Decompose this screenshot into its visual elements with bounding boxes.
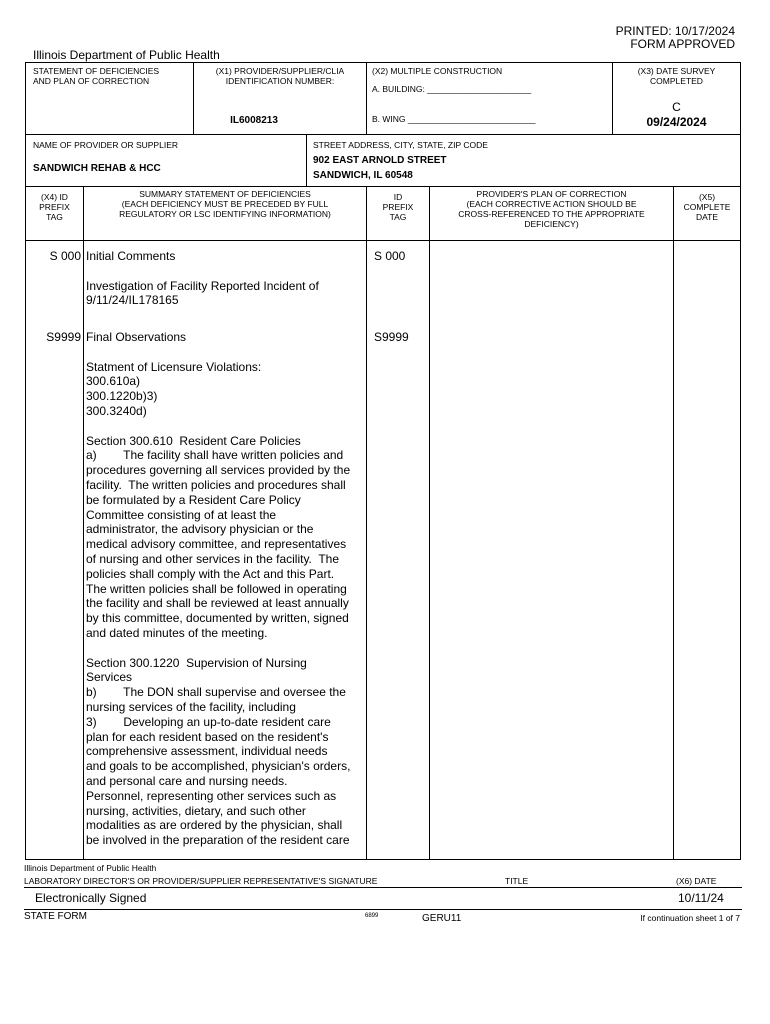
frame-row2 bbox=[25, 186, 741, 187]
signed-date: 10/11/24 bbox=[678, 891, 724, 905]
col-divider-plan bbox=[673, 186, 674, 859]
divider-x2 bbox=[366, 62, 367, 134]
frame-left bbox=[25, 62, 26, 859]
address-label: STREET ADDRESS, CITY, STATE, ZIP CODE bbox=[313, 140, 488, 150]
col-plan-header: PROVIDER'S PLAN OF CORRECTION (EACH CORRECTIVE ACTION SHOULD BE CROSS-REFERENCED TO THE APPROPRIATE DEFICIENCY) bbox=[458, 189, 645, 229]
col-summary-header: SUMMARY STATEMENT OF DEFICIENCIES (EACH DEFICIENCY MUST BE PRECEDED BY FULL REGULATORY OR LSC IDENTIFYING INFORMATION) bbox=[119, 189, 331, 219]
frame-bottom bbox=[25, 859, 741, 860]
provider-name: SANDWICH REHAB & HCC bbox=[33, 163, 161, 174]
col-divider-id bbox=[429, 186, 430, 859]
address-line1: 902 EAST ARNOLD STREET bbox=[313, 155, 447, 166]
final-observations-text: Final Observations Statment of Licensure Violations: 300.610a) 300.1220b)3) 300.3240d) Section 300.610 Resident Care Policies a) The facility shall have written policies and procedures governing all services provided by the facility. The written policies and procedures shall be formulated by a Resident Care Policy Committee consisting of at least the administrator, the advisory physician or the medical advisory committee, and representatives of nursing and other services in the facility. The policies shall comply with the Act and this Part. The written policies shall be followed in operating the facility and shall be reviewed at least annually by this committee, documented by written, signed and dated minutes of the meeting. Section 300.1220 Supervision of Nursing Services b) The DON shall supervise and oversee the nursing services of the facility, including 3) Developing an up-to-date resident care plan for each resident based on the resident's comprehensive assessment, individual needs and goals to be accomplished, physician's orders, and personal care and nursing needs. Personnel, representing other services such as nursing, activities, dietary, and such other modalities as are ordered by the physician, shall be involved in the preparation of the resident care bbox=[86, 330, 351, 848]
col-x4-header: (X4) ID PREFIX TAG bbox=[39, 192, 70, 222]
frame-top bbox=[25, 62, 741, 63]
frame-row1 bbox=[25, 134, 741, 135]
state-form: STATE FORM bbox=[24, 911, 87, 922]
form-approved: FORM APPROVED bbox=[630, 37, 735, 51]
divider-address bbox=[306, 134, 307, 186]
footer-rule-top bbox=[24, 887, 742, 888]
survey-date: 09/24/2024 bbox=[646, 115, 707, 129]
footer-agency: Illinois Department of Public Health bbox=[24, 863, 157, 873]
title-label: TITLE bbox=[505, 876, 529, 886]
event-id: GERU11 bbox=[422, 913, 462, 924]
col-divider-x4 bbox=[83, 186, 84, 859]
survey-code: C bbox=[672, 100, 681, 114]
agency-name: Illinois Department of Public Health bbox=[33, 48, 220, 62]
provider-name-label: NAME OF PROVIDER OR SUPPLIER bbox=[33, 140, 178, 150]
provider-id: IL6008213 bbox=[230, 115, 278, 126]
address-line2: SANDWICH, IL 60548 bbox=[313, 170, 413, 181]
building-field: A. BUILDING: ______________________ bbox=[372, 84, 532, 94]
col-divider-summary bbox=[366, 186, 367, 859]
form-number: 6899 bbox=[365, 913, 379, 919]
x6-date-label: (X6) DATE bbox=[676, 876, 717, 886]
x1-label: (X1) PROVIDER/SUPPLIER/CLIA IDENTIFICATION NUMBER: bbox=[215, 66, 345, 86]
frame-row3 bbox=[25, 240, 741, 241]
tag-s000-right: S 000 bbox=[374, 249, 406, 263]
initial-comments-text: Initial Comments Investigation of Facility Reported Incident of 9/11/24/IL178165 bbox=[86, 249, 319, 308]
tag-s000: S 000 bbox=[49, 249, 81, 263]
tag-s9999: S9999 bbox=[46, 330, 81, 344]
printed-date: PRINTED: 10/17/2024 bbox=[615, 24, 735, 38]
col-x5-header: (X5) COMPLETE DATE bbox=[683, 192, 731, 222]
frame-right bbox=[740, 62, 741, 859]
tag-s9999-right: S9999 bbox=[374, 330, 409, 344]
statement-label: STATEMENT OF DEFICIENCIES AND PLAN OF CORRECTION bbox=[33, 66, 160, 86]
footer-rule-bottom bbox=[24, 909, 742, 910]
continuation-sheet: If continuation sheet 1 of 7 bbox=[640, 913, 740, 923]
x2-label: (X2) MULTIPLE CONSTRUCTION bbox=[372, 66, 503, 76]
signature-label: LABORATORY DIRECTOR'S OR PROVIDER/SUPPLIER REPRESENTATIVE'S SIGNATURE bbox=[24, 876, 378, 886]
x3-label: (X3) DATE SURVEY COMPLETED bbox=[637, 66, 716, 86]
col-id-header: ID PREFIX TAG bbox=[382, 192, 414, 222]
signature-value: Electronically Signed bbox=[35, 891, 147, 905]
wing-field: B. WING ___________________________ bbox=[372, 114, 536, 124]
